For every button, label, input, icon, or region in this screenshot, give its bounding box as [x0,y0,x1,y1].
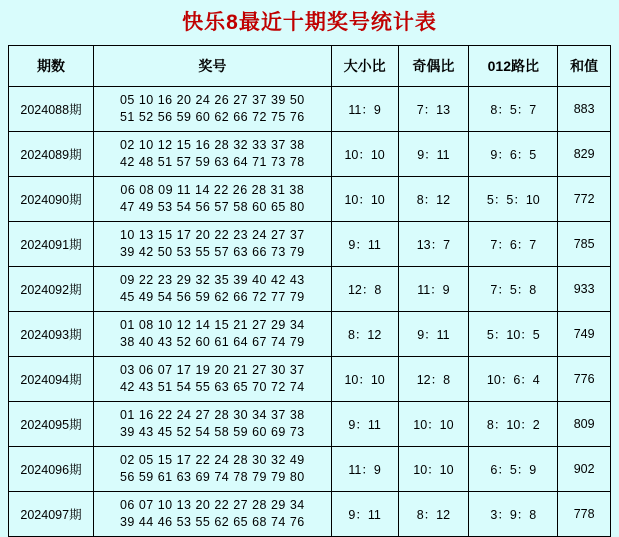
cell-sum: 902 [558,447,611,492]
header-row [9,46,611,87]
numbers-line-2: 45 49 54 56 59 62 66 72 77 79 [119,290,305,304]
numbers-line-1: 05 10 16 20 24 26 27 37 39 50 [119,93,305,107]
column-header-odd-even-ratio: 奇偶比 [398,46,469,87]
cell-odd-even-ratio: 7：13 [398,87,469,132]
table-row [9,267,611,312]
cell-big-small-ratio: 11：9 [331,447,398,492]
cell-012-ratio: 7：5：8 [469,267,558,312]
cell-numbers [93,87,331,132]
numbers-line-2: 56 59 61 63 69 74 78 79 79 80 [119,470,305,484]
cell-012-ratio: 8：5：7 [469,87,558,132]
table-header [9,46,611,87]
cell-012-ratio: 9：6：5 [469,132,558,177]
cell-numbers [93,402,331,447]
cell-big-small-ratio: 8：12 [331,312,398,357]
cell-sum: 785 [558,222,611,267]
cell-numbers [93,447,331,492]
cell-odd-even-ratio: 10：10 [398,447,469,492]
cell-012-ratio: 7：6：7 [469,222,558,267]
numbers-line-2: 38 40 43 52 60 61 64 67 74 79 [119,335,305,349]
cell-big-small-ratio: 9：11 [331,492,398,537]
table-row [9,312,611,357]
cell-012-ratio: 5：5：10 [469,177,558,222]
cell-numbers [93,267,331,312]
table-row [9,177,611,222]
cell-odd-even-ratio: 9：11 [398,312,469,357]
cell-odd-even-ratio: 8：12 [398,492,469,537]
page-title: 快乐8最近十期奖号统计表 [182,11,437,34]
numbers-line-1: 09 22 23 29 32 35 39 40 42 43 [119,273,305,287]
cell-issue: 2024090期 [9,177,94,222]
numbers-line-1: 06 07 10 13 20 22 27 28 29 34 [119,498,305,512]
numbers-line-2: 42 48 51 57 59 63 64 71 73 78 [119,155,305,169]
cell-sum: 829 [558,132,611,177]
cell-big-small-ratio: 12：8 [331,267,398,312]
column-header-numbers: 奖号 [93,46,331,87]
numbers-line-2: 51 52 56 59 60 62 66 72 75 76 [119,110,305,124]
cell-012-ratio: 5：10：5 [469,312,558,357]
numbers-line-1: 10 13 15 17 20 22 23 24 27 37 [119,228,305,242]
numbers-line-2: 47 49 53 54 56 57 58 60 65 80 [119,200,305,214]
cell-big-small-ratio: 10：10 [331,357,398,402]
numbers-line-1: 02 05 15 17 22 24 28 30 32 49 [119,453,305,467]
numbers-line-1: 01 08 10 12 14 15 21 27 29 34 [119,318,305,332]
numbers-line-2: 42 43 51 54 55 63 65 70 72 74 [119,380,305,394]
cell-odd-even-ratio: 10：10 [398,402,469,447]
cell-issue: 2024097期 [9,492,94,537]
cell-big-small-ratio: 9：11 [331,222,398,267]
column-header-012-ratio: 012路比 [469,46,558,87]
cell-odd-even-ratio: 8：12 [398,177,469,222]
numbers-line-1: 06 08 09 11 14 22 26 28 31 38 [120,183,305,197]
cell-odd-even-ratio: 9：11 [398,132,469,177]
cell-sum: 883 [558,87,611,132]
numbers-line-2: 39 42 50 53 55 57 63 66 73 79 [119,245,305,259]
cell-sum: 809 [558,402,611,447]
column-header-sum: 和值 [558,46,611,87]
table-row [9,357,611,402]
numbers-line-2: 39 43 45 52 54 58 59 60 69 73 [119,425,305,439]
table-row [9,87,611,132]
cell-odd-even-ratio: 12：8 [398,357,469,402]
cell-numbers [93,492,331,537]
cell-012-ratio: 8：10：2 [469,402,558,447]
cell-issue: 2024089期 [9,132,94,177]
table-row [9,447,611,492]
cell-numbers [93,357,331,402]
cell-numbers [93,132,331,177]
cell-big-small-ratio: 9：11 [331,402,398,447]
cell-issue: 2024092期 [9,267,94,312]
cell-issue: 2024091期 [9,222,94,267]
cell-big-small-ratio: 11：9 [331,87,398,132]
table-row [9,402,611,447]
numbers-line-1: 01 16 22 24 27 28 30 34 37 38 [119,408,305,422]
cell-012-ratio: 6：5：9 [469,447,558,492]
table-row [9,492,611,537]
numbers-line-2: 39 44 46 53 55 62 65 68 74 76 [119,515,305,529]
cell-numbers [93,222,331,267]
cell-issue: 2024088期 [9,87,94,132]
cell-numbers [93,177,331,222]
cell-sum: 749 [558,312,611,357]
numbers-line-1: 02 10 12 15 16 28 32 33 37 38 [119,138,305,152]
cell-sum: 778 [558,492,611,537]
cell-odd-even-ratio: 11：9 [398,267,469,312]
stats-table [8,45,611,537]
cell-012-ratio: 3：9：8 [469,492,558,537]
cell-issue: 2024095期 [9,402,94,447]
cell-odd-even-ratio: 13：7 [398,222,469,267]
column-header-big-small-ratio: 大小比 [331,46,398,87]
table-body [9,87,611,537]
cell-012-ratio: 10：6：4 [469,357,558,402]
cell-big-small-ratio: 10：10 [331,132,398,177]
cell-sum: 933 [558,267,611,312]
cell-big-small-ratio: 10：10 [331,177,398,222]
cell-issue: 2024096期 [9,447,94,492]
cell-numbers [93,312,331,357]
table-row [9,132,611,177]
cell-issue: 2024094期 [9,357,94,402]
cell-sum: 776 [558,357,611,402]
numbers-line-1: 03 06 07 17 19 20 21 27 30 37 [119,363,305,377]
cell-issue: 2024093期 [9,312,94,357]
cell-sum: 772 [558,177,611,222]
table-row [9,222,611,267]
column-header-issue: 期数 [9,46,94,87]
